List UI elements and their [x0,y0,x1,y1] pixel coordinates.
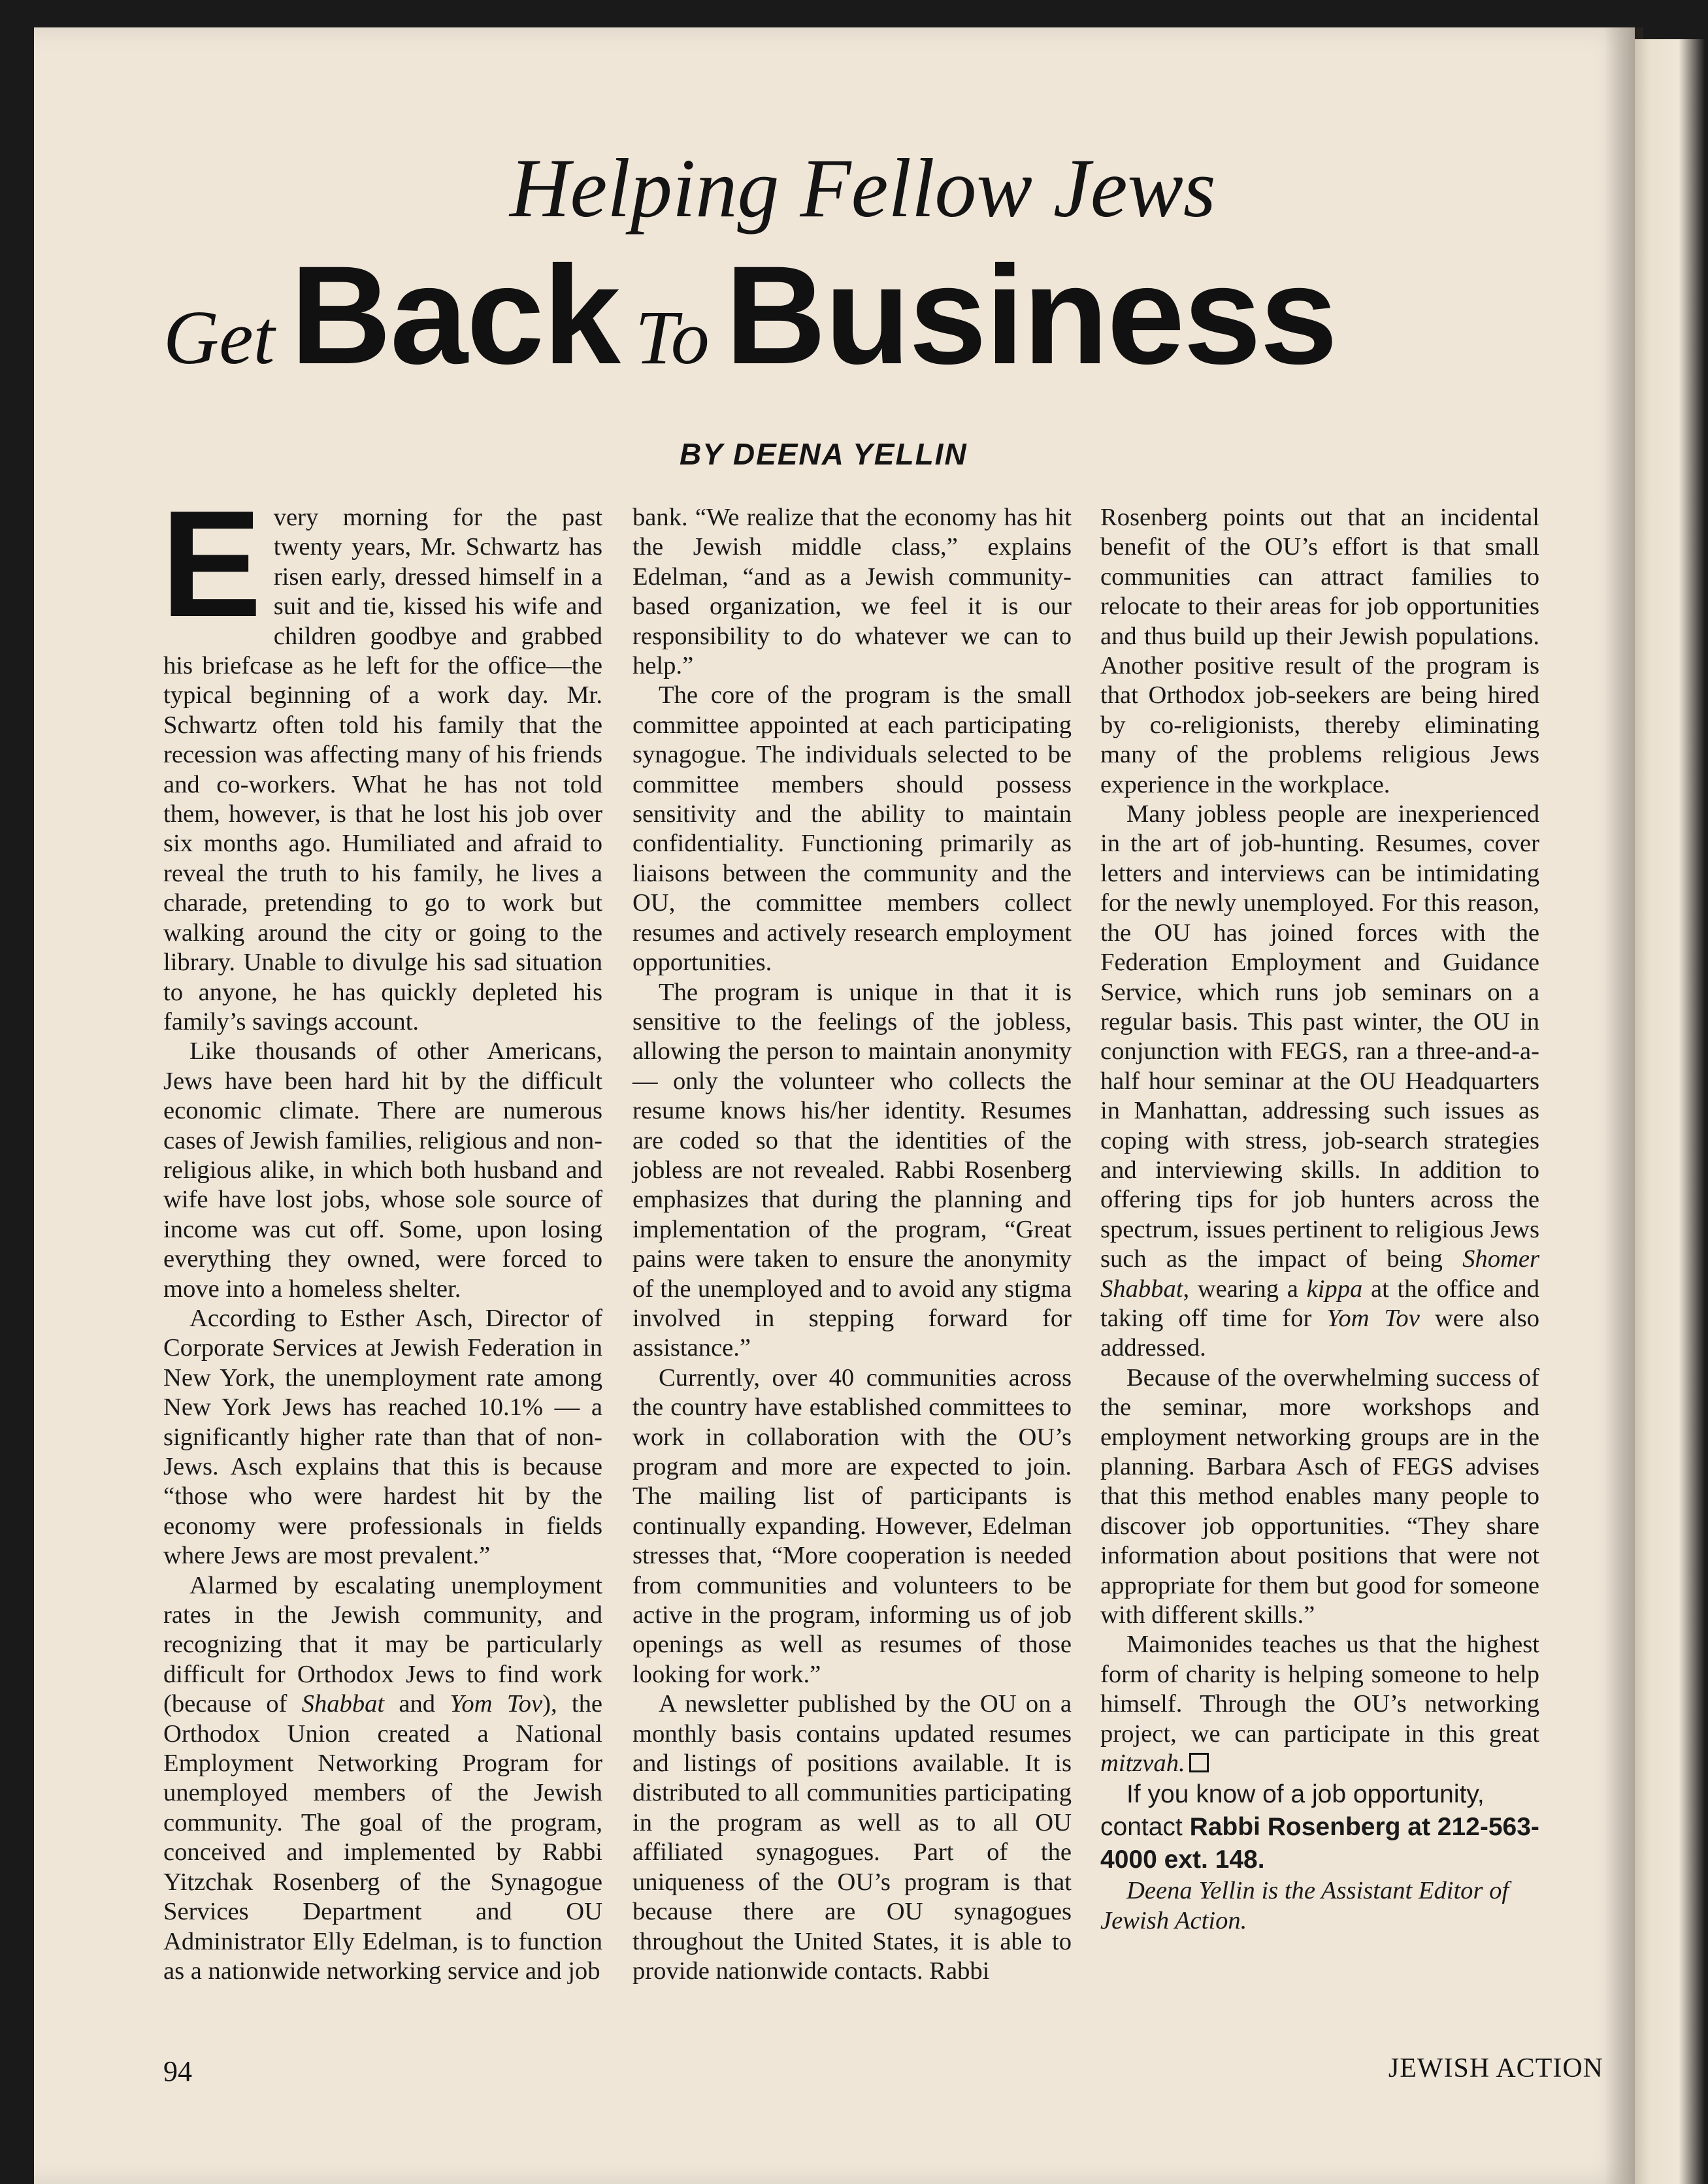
paragraph: Every morning for the past twenty years, Mr. Schwartz has risen early, dressed himself in a suit and tie, kissed his wife and children goodbye and grabbed his briefcase as he left for the office—the typical beginning of a work day. Mr. Schwartz often told his family that the recession was affecting many of his friends and co-workers. What he has not told them, however, is that he lost his job over six months ago. Humiliated and afraid to reveal the truth to his family, he lives a charade, pretending to go to work but walking around the city or going to the library. Unable to divulge his sad situation to anyone, he has quickly depleted his family’s savings account. [161,480,602,1035]
paragraph: A newsletter published by the OU on a monthly basis contains updated resumes and listings of positions available. It is distributed to all communities participating in the program as well as to all OU affiliated synagogues. Part of the uniqueness of the OU’s program is that because there are OU synagogues throughout the United States, it is able to provide nationwide contacts. Rabbi [632,1690,1072,1985]
headline-line-1: Helping Fellow Jews [510,142,1216,235]
paragraph: Alarmed by escalating unemployment rates in the Jewish community, and recognizing that it may be particularly difficult for Orthodox Jews to find work (because of Shabbat and Yom Tov), the Orthodox Union created a National Employment Networking Program for unemployed members of the Jewish community. The goal of the program, conceived and implemented by Rabbi Yitzchak Rosenberg of the Synagogue Services Department and OU Administrator Elly Edelman, is to function as a nationwide networking service and job [163,1571,603,1985]
contact-note: If you know of a job opportunity, contact Rabbi Rosenberg at 212-563-4000 ext. 148. [1100,1780,1539,1874]
headline-to: To [634,295,710,380]
drop-cap: E [161,480,262,649]
paragraph: Many jobless people are inexperienced in the art of job-hunting. Resumes, cover letters and interviews can be intimidating for the newly unemployed. For this reason, the OU has joined forces with the Federation Employment and Guidance Service, which runs job seminars on a regular basis. This past winter, the OU in conjunction with FEGS, ran a three-and-a-half hour seminar at the OU Headquarters in Manhattan, addressing such issues as coping with stress, job-search strategies and interviewing skills. In addition to offering tips for job hunters across the spectrum, issues pertinent to religious Jews such as the impact of being Shomer Shabbat, wearing a kippa at the office and taking off time for Yom Tov were also addressed. [1100,800,1540,1362]
column-2 [632,503,1072,1986]
headline-line-2 [163,235,1336,396]
next-page-edge [1635,39,1708,2184]
author-bio: Deena Yellin is the Assistant Editor of Jewish Action. [1100,1877,1509,1934]
headline-get: Get [163,295,275,380]
paragraph: The core of the program is the small committee appointed at each participating synagogue. The individuals selected to be committee members should possess sensitivity and the ability to maintain confidentiality. Functioning primarily as liaisons between the community and the OU, the committee members collect resumes and actively research employment opportunities. [632,681,1072,977]
page-number: 94 [163,2055,192,2087]
paragraph: Maimonides teaches us that the highest form of charity is helping someone to help himself. Through the OU’s networking project, we can participate in this great mitzvah. [1100,1631,1539,1778]
magazine-name: JEWISH ACTION [1388,2053,1603,2083]
paragraph: Like thousands of other Americans, Jews have been hard hit by the difficult economic climate. There are numerous cases of Jewish families, religious and non-religious alike, in which both husband and wife have lost jobs, whose sole source of income was cut off. Some, upon losing everything they owned, were forced to move into a homeless shelter. [163,1037,602,1303]
column-3 [1100,503,1539,1936]
paragraph: Rosenberg points out that an incidental benefit of the OU’s effort is that small communities can attract families to relocate to their areas for job opportunities and thus build up their Jewish populations. Another positive result of the program is that Orthodox job-seekers are being hired by co-religionists, thereby eliminating many of the problems religious Jews experience in the workplace. [1100,504,1539,798]
paragraph: The program is unique in that it is sensitive to the feelings of the jobless, allowing the person to maintain anonymity — only the volunteer who collects the resume knows his/her identity. Resumes are coded so that the identities of the jobless are not revealed. Rabbi Rosenberg emphasizes that during the planning and implementation of the program, “Great pains were taken to ensure the anonymity of the unemployed and to avoid any stigma involved in stepping forward for assistance.” [632,978,1072,1362]
headline-business: Business [725,237,1337,393]
paragraph: Currently, over 40 communities across the country have established committees to work in collaboration with the OU’s program and more are expected to join. The mailing list of participants is continually expanding. However, Edelman stresses that, “More cooperation is needed from communities and volunteers to be active in the program, informing us of job openings as well as resumes of those looking for work.” [632,1363,1072,1688]
byline: BY DEENA YELLIN [680,437,968,471]
paragraph: According to Esther Asch, Director of Corporate Services at Jewish Federation in New York, the unemployment rate among New York Jews has reached 10.1% — a significantly higher rate than that of non-Jews. Asch explains that this is because “those who were hardest hit by the economy were professionals in fields where Jews are most prevalent.” [163,1304,602,1570]
column-1 [161,480,603,1986]
headline-back: Back [290,237,619,393]
paragraph: bank. “We realize that the economy has hit the Jewish middle class,” explains Edelman, “and as a Jewish community-based organization, we feel it is our responsibility to do whatever we can to help.” [632,504,1072,680]
end-mark-icon [1189,1753,1209,1772]
paragraph: Because of the overwhelming success of the seminar, more workshops and employment networking groups are in the planning. Barbara Asch of FEGS advises that this method enables many people to discover job opportunities. “They share information about positions that were not appropriate for them but good for someone with different skills.” [1100,1363,1539,1629]
